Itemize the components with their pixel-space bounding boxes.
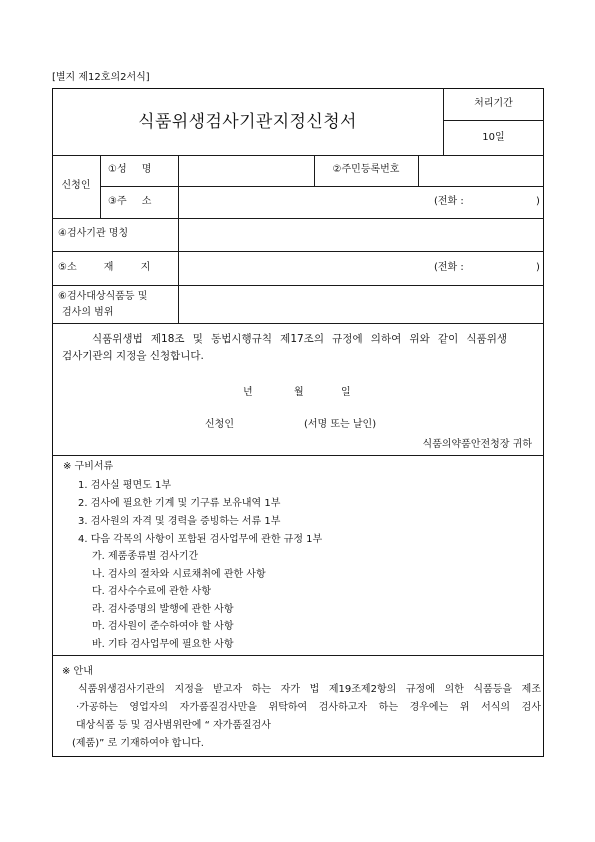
institution-name-field[interactable] bbox=[179, 219, 543, 250]
required-document-item: 4. 다음 각목의 사항이 포함된 검사업무에 관한 규정 1부 bbox=[78, 534, 323, 545]
date-month-label: 월 bbox=[294, 387, 304, 398]
resident-number-field[interactable] bbox=[419, 156, 543, 185]
location-label: ⑤소 재 지 bbox=[58, 262, 151, 273]
processing-period-value: 10일 bbox=[482, 132, 505, 143]
required-document-subitem: 라. 검사증명의 발행에 관한 사항 bbox=[92, 604, 234, 615]
institution-name-label: ④검사기관 명칭 bbox=[58, 228, 129, 239]
grid-line bbox=[52, 323, 544, 324]
signature-hint: (서명 또는 날인) bbox=[304, 419, 377, 430]
applicant-label: 신청인 bbox=[61, 180, 91, 191]
form-title: 식품위생검사기관지정신청서 bbox=[138, 112, 357, 132]
signer-label: 신청인 bbox=[205, 419, 234, 430]
location-phone-close: ) bbox=[536, 262, 540, 273]
day-field[interactable] bbox=[306, 385, 338, 401]
scope-field[interactable] bbox=[179, 286, 543, 322]
notice-line: 대상식품 등 및 검사범위란에 “ 자가품질검사 bbox=[76, 720, 271, 731]
date-year-label: 년 bbox=[243, 387, 253, 398]
grid-line bbox=[52, 655, 544, 656]
required-document-subitem: 나. 검사의 절차와 시료채취에 관한 사항 bbox=[92, 569, 266, 580]
grid-line bbox=[100, 155, 101, 218]
required-documents-heading: ※ 구비서류 bbox=[63, 461, 114, 472]
required-document-subitem: 바. 기타 검사업무에 필요한 사항 bbox=[92, 639, 234, 650]
scope-label-line: 검사의 범위 bbox=[62, 307, 114, 318]
date-day-label: 일 bbox=[341, 387, 351, 398]
form-number: [별지 제12호의2서식] bbox=[52, 72, 150, 83]
address-phone-field[interactable] bbox=[468, 190, 534, 214]
location-field[interactable] bbox=[179, 252, 431, 284]
required-document-subitem: 가. 제품종류별 검사기간 bbox=[92, 551, 199, 562]
notice-line: (제품)” 로 기재하여야 합니다. bbox=[72, 738, 204, 749]
address-field[interactable] bbox=[179, 187, 431, 217]
grid-line bbox=[52, 455, 544, 456]
month-field[interactable] bbox=[256, 385, 290, 401]
required-document-item: 1. 검사실 평면도 1부 bbox=[78, 480, 172, 491]
name-field[interactable] bbox=[179, 156, 313, 185]
notice-line: 식품위생검사기관의 지정을 받고자 하는 자가 법 제19조제2항의 규정에 의한 식품등을 제조 bbox=[78, 684, 541, 695]
processing-period-label: 처리기간 bbox=[474, 98, 513, 109]
required-document-item: 3. 검사원의 자격 및 경력을 증빙하는 서류 1부 bbox=[78, 516, 281, 527]
address-label: ③주 소 bbox=[108, 196, 152, 207]
grid-line bbox=[443, 120, 544, 121]
declaration-line: 식품위생법 제18조 및 동법시행규칙 제17조의 규정에 의하여 위와 같이 식품위생 bbox=[92, 333, 507, 345]
addressee: 식품의약품안전청장 귀하 bbox=[422, 439, 532, 450]
year-field[interactable] bbox=[200, 385, 240, 401]
location-phone-field[interactable] bbox=[468, 256, 534, 280]
notice-line: ·가공하는 영업자의 자가품질검사만을 위탁하여 검사하고자 하는 경우에는 위 서식의 검사 bbox=[76, 702, 541, 713]
notice-heading: ※ 안내 bbox=[62, 666, 93, 677]
declaration-line: 검사기관의 지정을 신청합니다. bbox=[62, 350, 204, 362]
required-document-subitem: 다. 검사수수료에 관한 사항 bbox=[92, 586, 211, 597]
address-phone-close: ) bbox=[536, 196, 540, 207]
address-phone-label: (전화 : bbox=[434, 196, 464, 207]
name-label: ①성 명 bbox=[108, 164, 152, 175]
location-phone-label: (전화 : bbox=[434, 262, 464, 273]
required-document-subitem: 마. 검사원이 준수하여야 할 사항 bbox=[92, 621, 234, 632]
scope-label-line: ⑥검사대상식품등 및 bbox=[58, 291, 148, 302]
signature-field[interactable] bbox=[232, 416, 302, 434]
required-document-item: 2. 검사에 필요한 기계 및 기구류 보유내역 1부 bbox=[78, 498, 281, 509]
resident-number-label: ②주민등록번호 bbox=[332, 164, 400, 175]
